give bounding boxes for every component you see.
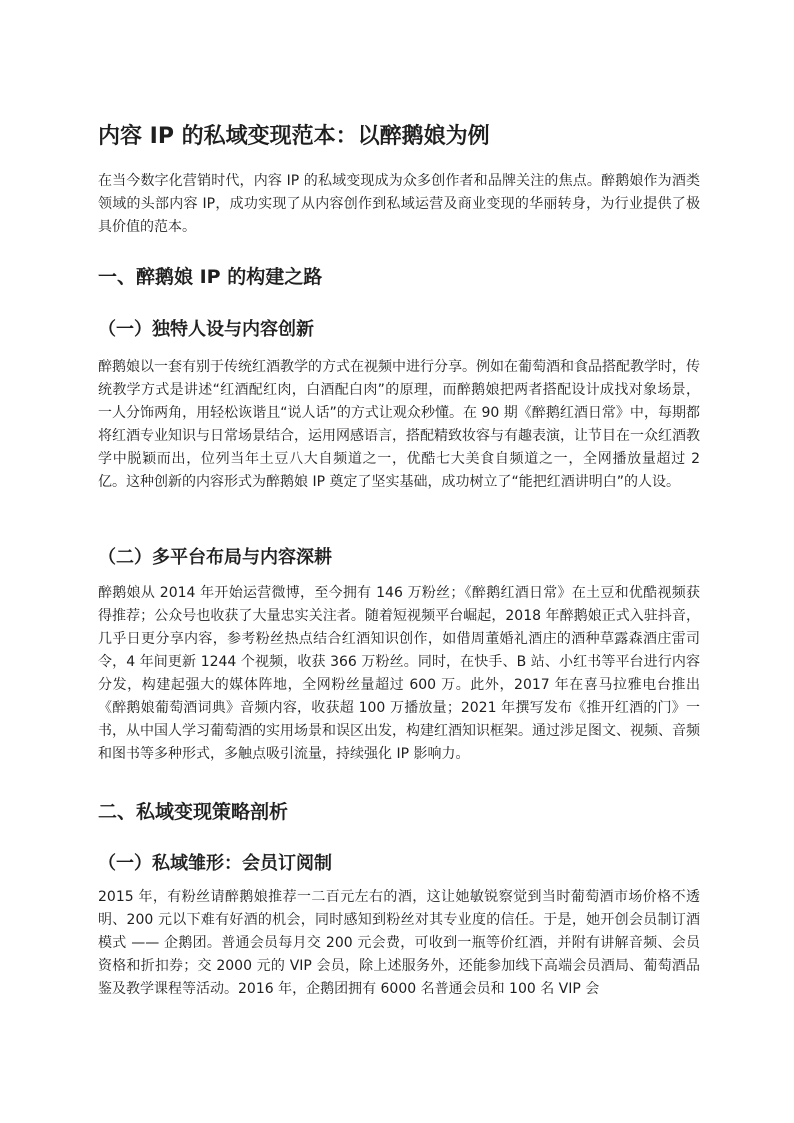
paragraph-2-1: 2015 年，有粉丝请醉鹅娘推荐一二百元左右的酒，这让她敏锐察觉到当时葡萄酒市场价格不透明、200 元以下难有好酒的机会，同时感知到粉丝对其专业度的信任。于是，她开创会员制订酒模式 —— 企鹅团。普通会员每月交 200 元会费，可收到一瓶等价红酒，并附有讲解音频、会员资格和折扣券；交 2000 元的 VIP 会员，除上述服务外，还能参加线下高端会员酒局、葡萄酒品鉴及教学课程等活动。2016 年，企鹅团拥有 6000 名普通会员和 100 名 VIP 会 [98,889,700,997]
paragraph-1-2: 醉鹅娘从 2014 年开始运营微博，至今拥有 146 万粉丝；《醉鹅红酒日常》在土豆和优酷视频获得推荐；公众号也收获了大量忠实关注者。随着短视频平台崛起，2018 年醉鹅娘正式入驻抖音，几乎日更分享内容，参考粉丝热点结合红酒知识创作，如借周董婚礼酒庄的酒种草露森酒庄雷司令，4 年间更新 1244 个视频，收获 366 万粉丝。同时，在快手、B 站、小红书等平台进行内容分发，构建起强大的媒体阵地，全网粉丝量超过 600 万。此外，2017 年在喜马拉雅电台推出《醉鹅娘葡萄酒词典》音频内容，收获超 100 万播放量；2021 年撰写发布《推开红酒的门》一书，从中国人学习葡萄酒的实用场景和误区出发，构建红酒知识框架。通过涉足图文、视频、音频和图书等多种形式，多触点吸引流量，持续强化 IP 影响力。 [98,585,700,762]
section-heading-2: 二、私域变现策略剖析 [98,801,289,823]
section-heading-1: 一、醉鹅娘 IP 的构建之路 [98,266,323,288]
subsection-heading-1-2: （二）多平台布局与内容深耕 [98,547,332,568]
paragraph-1-1: 醉鹅娘以一套有别于传统红酒教学的方式在视频中进行分享。例如在葡萄酒和食品搭配教学时，传统教学方式是讲述“红酒配红肉，白酒配白肉”的原理，而醉鹅娘把两者搭配设计成找对象场景，一人分饰两角，用轻松诙谐且“说人话”的方式让观众秒懂。在 90 期《醉鹅红酒日常》中，每期都将红酒专业知识与日常场景结合，运用网感语言，搭配精致妆容与有趣表演，让节目在一众红酒教学中脱颖而出，位列当年土豆八大自频道之一，优酷七大美食自频道之一，全网播放量超过 2 亿。这种创新的内容形式为醉鹅娘 IP 奠定了坚实基础，成功树立了“能把红酒讲明白”的人设。 [98,359,700,490]
subsection-heading-1-1: （一）独特人设与内容创新 [98,319,314,340]
subsection-heading-2-1: （一）私域雏形：会员订阅制 [98,853,332,874]
document-title: 内容 IP 的私域变现范本：以醉鹅娘为例 [98,124,490,149]
intro-paragraph: 在当今数字化营销时代，内容 IP 的私域变现成为众多创作者和品牌关注的焦点。醉鹅娘作为酒类领域的头部内容 IP，成功实现了从内容创作到私域运营及商业变现的华丽转身，为行业提供了极具价值的范本。 [98,173,700,235]
